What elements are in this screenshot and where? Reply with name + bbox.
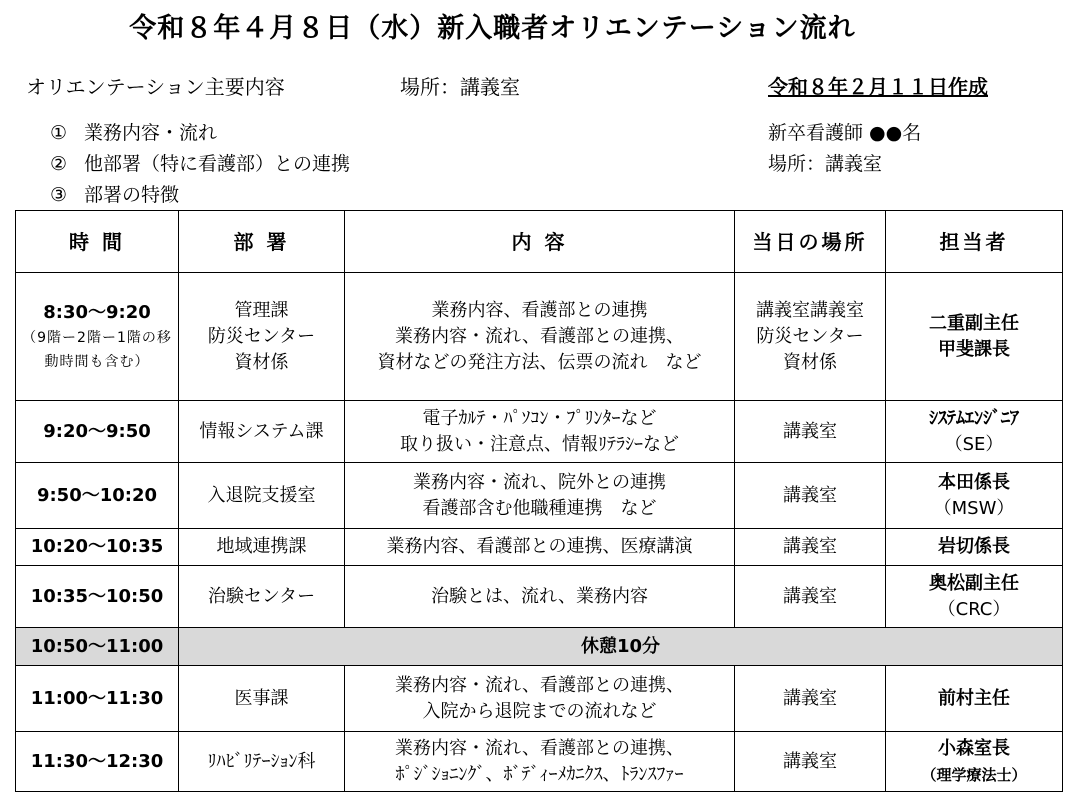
person-cell [886,529,1063,566]
cell-line: 電子ｶﾙﾃ・ﾊﾟｿｺﾝ・ﾌﾟﾘﾝﾀｰなど [422,407,657,429]
cell-line: 講義室 [783,687,837,709]
person-cell [886,273,1063,401]
col-header-content: 内 容 [345,211,735,273]
cell-line: 医事課 [234,687,289,709]
staff-count: 新卒看護師 ●●名 [768,122,922,144]
place-cell [735,666,886,732]
col-header-time: 時 間 [16,211,179,273]
dept-cell [179,566,345,628]
content-cell [345,732,735,792]
content-cell [345,566,735,628]
cell-line: 治験センター [207,585,316,607]
time-text: 10:20〜10:35 [30,536,164,557]
time-text: 10:35〜10:50 [30,585,164,607]
cell-line: 業務内容・流れ、院外との連携 [412,471,667,493]
col-header-person: 担当者 [886,211,1063,273]
place-cell [735,273,886,401]
cell-line: 情報システム課 [199,420,324,442]
content-cell [345,529,735,566]
place-cell [735,401,886,463]
cell-line: 防災センター [207,325,316,347]
key-point: ② 他部署（特に看護部）との連携 [50,153,351,175]
time-cell [16,732,179,792]
cell-line: 講義室講義室 [756,299,864,321]
break-row [16,628,1063,666]
cell-line: 講義室 [783,750,837,772]
table-row [16,401,1063,463]
place-cell [735,463,886,529]
created-date: 令和８年２月１１日作成 [768,75,988,99]
place-cell [735,566,886,628]
cell-line: 業務内容・流れ、看護部との連携、 [394,325,685,347]
cell-line: 業務内容・流れ、看護部との連携、 [394,737,685,759]
cell-line: ﾎﾟｼﾞｼｮﾆﾝｸﾞ、ﾎﾞﾃﾞｨｰﾒｶﾆｸｽ、ﾄﾗﾝｽﾌｧｰ [395,763,684,785]
col-header-place: 当日の場所 [735,211,886,273]
place-cell [735,529,886,566]
page-title: 令和８年４月８日（水）新入職者オリエンテーション流れ [129,13,856,44]
content-cell [345,273,735,401]
cell-line: 業務内容、看護部との連携、医療講演 [386,536,693,557]
cell-line: 二重副主任 [929,312,1019,334]
cell-line: 資材係 [234,351,289,373]
person-cell [886,463,1063,529]
table-row [16,273,1063,401]
table-row [16,529,1063,566]
key-point: ① 業務内容・流れ [50,122,218,144]
cell-line: 講義室 [783,484,837,506]
time-text: 9:50〜10:20 [36,484,158,506]
table-row [16,566,1063,628]
dept-cell [179,732,345,792]
content-cell [345,401,735,463]
dept-cell [179,273,345,401]
table-row [16,666,1063,732]
cell-line: 業務内容・流れ、看護部との連携、 [394,674,685,696]
cell-line: 講義室 [783,536,837,557]
time-text: 11:30〜12:30 [30,750,164,772]
cell-line: 講義室 [783,585,837,607]
key-points-list [50,118,350,211]
time-text: 11:00〜11:30 [30,687,164,709]
cell-line: 前村主任 [938,687,1010,709]
time-cell [16,566,179,628]
cell-line: ﾘﾊﾋﾞﾘﾃｰｼｮﾝ科 [207,750,316,772]
cell-line: 岩切係長 [938,536,1010,557]
time-note: （9階ー2階ー1階の移動時間も含む） [22,329,172,370]
dept-cell [179,463,345,529]
time-cell [16,273,179,401]
cell-line: 治験とは、流れ、業務内容 [430,585,649,607]
cell-line: 取り扱い・注意点、情報ﾘﾃﾗｼｰなど [400,433,679,455]
table-row [16,732,1063,792]
cell-line: 小森室長 [938,737,1010,759]
time-cell [16,401,179,463]
cell-line: 本田係長 [938,471,1010,493]
dept-cell [179,666,345,732]
cell-line: 管理課 [234,299,289,321]
cell-line: 地域連携課 [216,536,307,557]
time-cell [16,529,179,566]
person-cell [886,666,1063,732]
place-cell [735,732,886,792]
cell-line: 防災センター [756,325,864,347]
key-point: ③ 部署の特徴 [50,184,180,206]
content-cell [345,463,735,529]
cell-line: 看護部含む他職種連携 など [422,497,657,519]
cell-line: 入院から退院までの流れなど [422,700,657,722]
main-content-label: オリエンテーション主要内容 [26,75,285,99]
break-time: 10:50〜11:00 [16,628,179,666]
cell-line: 入退院支援室 [207,484,316,506]
person-cell [886,566,1063,628]
cell-line: （理学療法士） [921,765,1027,784]
cell-line: ｼｽﾃﾑｴﾝｼﾞﾆｱ [929,407,1019,429]
cell-line: 講義室 [783,420,837,442]
col-header-dept: 部 署 [179,211,345,273]
schedule-table [15,210,1063,792]
location-label: 場所：講義室 [400,75,520,99]
cell-line: 資材係 [783,351,837,373]
cell-line: （MSW） [933,497,1015,519]
person-cell [886,732,1063,792]
time-text: 8:30〜9:20 [43,301,151,323]
table-header-row [16,211,1063,273]
time-cell [16,666,179,732]
side-info [768,118,921,180]
cell-line: 業務内容、看護部との連携 [431,299,648,321]
person-cell [886,401,1063,463]
dept-cell [179,529,345,566]
cell-line: 資材などの発注方法、伝票の流れ など [377,351,702,373]
cell-line: （CRC） [937,598,1011,620]
cell-line: 奥松副主任 [929,572,1019,594]
content-cell [345,666,735,732]
time-cell [16,463,179,529]
break-label: 休憩10分 [179,628,1063,666]
side-location: 場所：講義室 [768,153,883,175]
dept-cell [179,401,345,463]
time-text: 9:20〜9:50 [43,420,151,442]
cell-line: （SE） [944,433,1004,455]
cell-line: 甲斐課長 [938,338,1010,360]
table-row [16,463,1063,529]
